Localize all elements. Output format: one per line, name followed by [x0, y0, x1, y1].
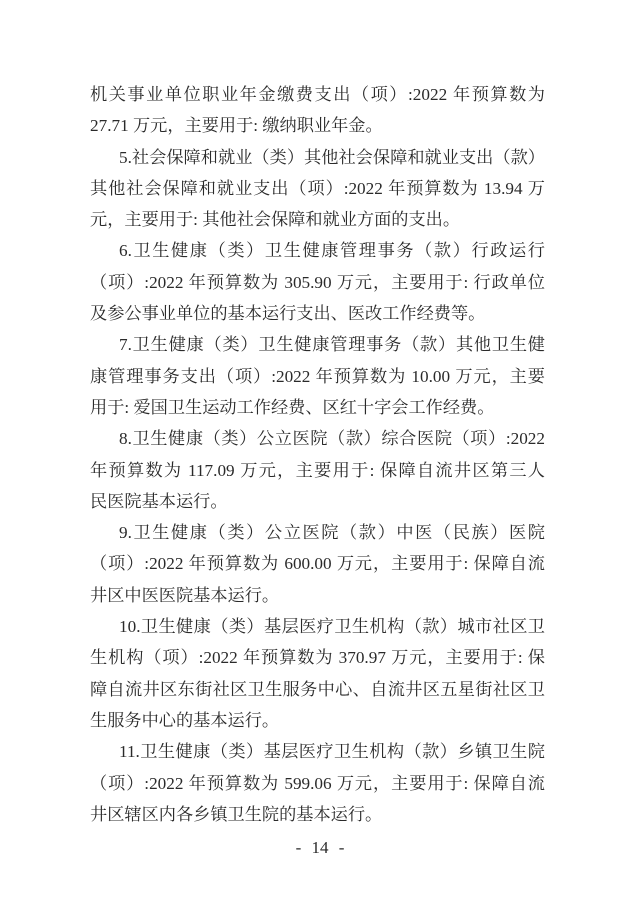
text-line: （项）:2022 年预算数为 599.06 万元，主要用于: 保障自流	[90, 773, 545, 793]
text-line: 井区中医医院基本运行。	[90, 585, 280, 605]
text-line: （项）:2022 年预算数为 305.90 万元，主要用于: 行政单位	[90, 272, 545, 292]
text-line: 7.卫生健康（类）卫生健康管理事务（款）其他卫生健	[119, 335, 545, 355]
text-line: 11.卫生健康（类）基层医疗卫生机构（款）乡镇卫生院	[119, 742, 545, 762]
body-text-block	[90, 79, 545, 830]
text-line: 井区辖区内各乡镇卫生院的基本运行。	[90, 804, 383, 824]
text-line: 生服务中心的基本运行。	[90, 710, 280, 730]
text-line: 民医院基本运行。	[90, 491, 228, 511]
text-line: 5.社会保障和就业（类）其他社会保障和就业支出（款）	[119, 147, 545, 167]
text-line: 8.卫生健康（类）公立医院（款）综合医院（项）:2022	[119, 429, 545, 449]
text-line: 10.卫生健康（类）基层医疗卫生机构（款）城市社区卫	[119, 617, 545, 637]
text-line: 年预算数为 117.09 万元，主要用于: 保障自流井区第三人	[90, 460, 545, 480]
text-line: 6.卫生健康（类）卫生健康管理事务（款）行政运行	[119, 241, 545, 261]
text-line: 生机构（项）:2022 年预算数为 370.97 万元，主要用于: 保	[90, 648, 545, 668]
text-line: 元，主要用于: 其他社会保障和就业方面的支出。	[90, 210, 461, 230]
text-line: 康管理事务支出（项）:2022 年预算数为 10.00 万元，主要	[90, 366, 545, 386]
text-line: （项）:2022 年预算数为 600.00 万元，主要用于: 保障自流	[90, 554, 545, 574]
text-line: 其他社会保障和就业支出（项）:2022 年预算数为 13.94 万	[90, 178, 545, 198]
page-number: - 14 -	[295, 838, 345, 857]
text-line: 27.71 万元，主要用于: 缴纳职业年金。	[90, 116, 383, 136]
text-line: 机关事业单位职业年金缴费支出（项）:2022 年预算数为	[90, 85, 545, 104]
text-line: 用于: 爱国卫生运动工作经费、区红十字会工作经费。	[90, 397, 495, 417]
text-line: 9.卫生健康（类）公立医院（款）中医（民族）医院	[119, 523, 545, 543]
text-line: 及参公事业单位的基本运行支出、医改工作经费等。	[90, 304, 486, 324]
text-line: 障自流井区东街社区卫生服务中心、自流井区五星街社区卫	[90, 679, 545, 699]
